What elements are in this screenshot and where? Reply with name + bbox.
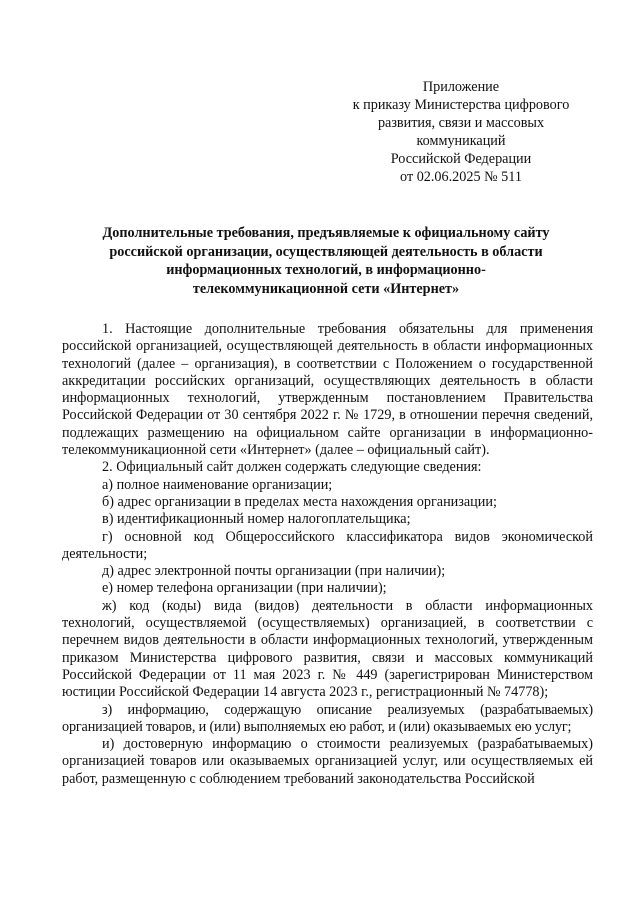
appendix-line: от 02.06.2025 № 511 [400, 169, 522, 185]
document-title [86, 224, 566, 298]
item-v: в) идентификационный номер налогоплательщика; [102, 511, 411, 528]
item-d: д) адрес электронной почты организации (при наличии); [102, 563, 446, 580]
paragraph-2: 2. Официальный сайт должен содержать следующие сведения: [102, 459, 482, 476]
item-a: а) полное наименование организации; [102, 476, 333, 493]
appendix-line: к приказу Министерства цифрового [352, 97, 570, 113]
item-z: з) информацию, содержащую описание реализуемых (разрабатываемых) организацией товаров, и (или) выполняемых ею работ, и (или) оказываемых ею услуг; [62, 701, 593, 735]
item-e: е) номер телефона организации (при наличии); [102, 580, 387, 597]
title-line: телекоммуникационной сети «Интернет» [192, 280, 460, 297]
appendix-line: Российской Федерации [390, 151, 532, 167]
item-zh: ж) код (коды) вида (видов) деятельности в области информационных технологий, осуществляемой (осуществляемых) организацией, в соответствии с перечнем видов деятельности в области информационных технологий, утвержденным приказом Министерства цифрового развития, связи и массовых коммуникаций Российской Федерации от 11 мая 2023 г. № 449 (зарегистрирован Министерством юстиции Российской Федерации 14 августа 2023 г., регистрационный № 74778); [62, 597, 593, 701]
paragraph-1: 1. Настоящие дополнительные требования обязательны для применения российской организацией, осуществляющей деятельность в области информационных технологий (далее – организация), в соответствии с Положением о государственной аккредитации российских организаций, осуществляющих деятельность в области информационных технологий, утвержденным постановлением Правительства Российской Федерации от 30 сентября 2022 г. № 1729, в отношении перечня сведений, подлежащих размещению на официальном сайте организации в информационно-телекоммуникационной сети «Интернет» (далее – официальный сайт). [62, 321, 593, 459]
document-body [62, 321, 593, 788]
title-line: информационных технологий, в информационно- [166, 262, 486, 278]
appendix-line: Приложение [422, 79, 500, 95]
appendix-line: коммуникаций [416, 133, 506, 149]
item-b: б) адрес организации в пределах места нахождения организации; [102, 493, 497, 510]
item-g: г) основной код Общероссийского классификатора видов экономической деятельности; [62, 528, 593, 562]
title-line: Дополнительные требования, предъявляемые к официальному сайту [102, 225, 550, 241]
appendix-block [330, 78, 592, 186]
appendix-line: развития, связи и массовых [377, 115, 545, 131]
title-line: российской организации, осуществляющей деятельность в области [109, 243, 543, 260]
item-i: и) достоверную информацию о стоимости реализуемых (разрабатываемых) организацией товаров или оказываемых организацией услуг, или осуществляемых ей работ, размещенную с соблюдением требований законодательства Российской [62, 736, 593, 787]
